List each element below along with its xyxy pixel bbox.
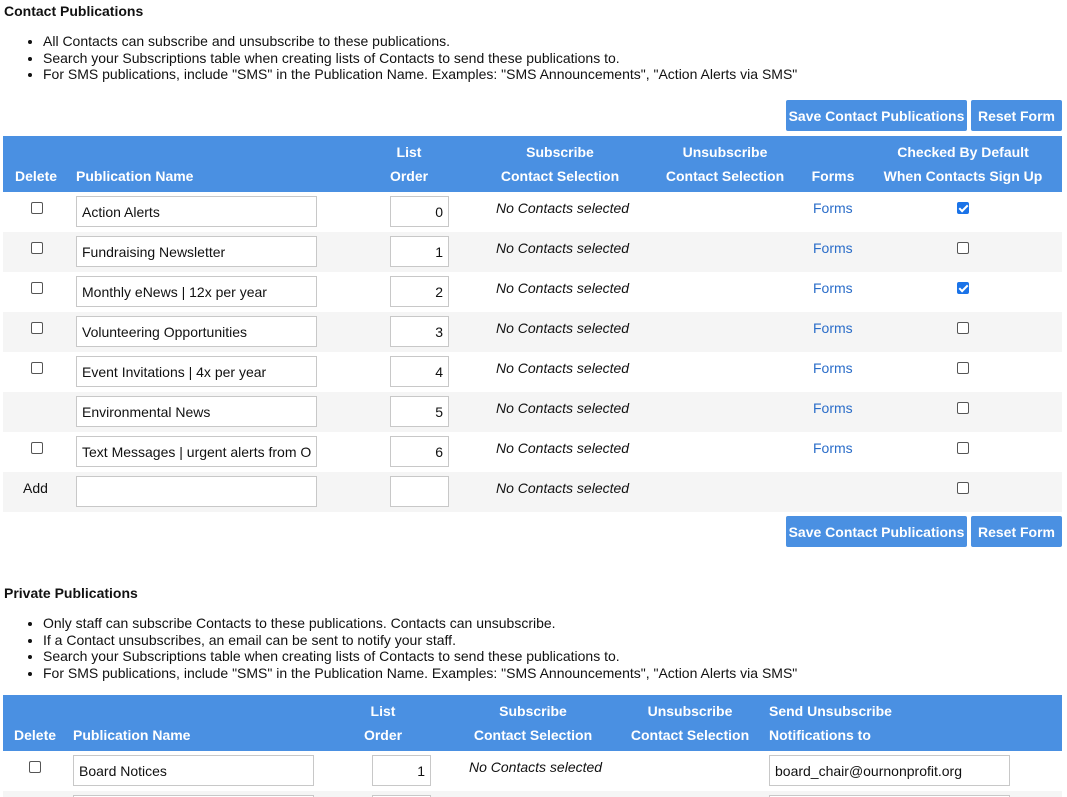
reset-form-button[interactable]: Reset Form [971, 100, 1062, 131]
publication-name-input[interactable] [76, 436, 317, 467]
subscribe-selection: No Contacts selected [496, 240, 630, 256]
table-row [3, 352, 1062, 392]
checked-by-default-checkbox[interactable] [957, 282, 969, 294]
delete-checkbox[interactable] [31, 242, 43, 254]
save-contact-publications-button-bottom[interactable]: Save Contact Publications [786, 516, 967, 547]
header-subscribe-bottom: Contact Selection [473, 727, 593, 743]
header-list-order-top: List [370, 703, 396, 719]
header-list-order-bottom: Order [363, 727, 403, 743]
subscribe-selection: No Contacts selected [496, 440, 630, 456]
header-checked-default-top: Checked By Default [897, 144, 1029, 160]
table-row [3, 232, 1062, 272]
save-contact-publications-button[interactable]: Save Contact Publications [786, 100, 967, 131]
header-list-order-bottom: Order [389, 168, 429, 184]
table-row [3, 272, 1062, 312]
header-unsubscribe-bottom: Contact Selection [630, 727, 750, 743]
forms-link[interactable]: Forms [813, 200, 853, 216]
table-row [3, 192, 1062, 232]
table-row [3, 432, 1062, 472]
checked-by-default-checkbox[interactable] [957, 442, 969, 454]
publication-name-input[interactable] [76, 276, 317, 307]
publication-name-input[interactable] [73, 755, 314, 786]
private-note: • If a Contact unsubscribes, an email can be sent to notify your staff. [43, 632, 797, 649]
header-forms: Forms [811, 168, 855, 184]
private-table-header [3, 695, 1062, 751]
private-note: • Only staff can subscribe Contacts to these publications. Contacts can unsubscribe. [43, 615, 797, 632]
header-subscribe-bottom: Contact Selection [500, 168, 620, 184]
contact-note: • For SMS publications, include "SMS" in the Publication Name. Examples: "SMS Announcements", "Action Alerts via SMS" [43, 66, 797, 83]
table-row [3, 791, 1062, 797]
private-notes [28, 615, 797, 681]
subscribe-selection: No Contacts selected [496, 320, 630, 336]
list-order-input[interactable] [390, 276, 449, 307]
contact-table-header [3, 136, 1062, 192]
private-note: • Search your Subscriptions table when creating lists of Contacts to send these publications to. [43, 648, 797, 665]
subscribe-selection: No Contacts selected [496, 280, 630, 296]
reset-form-button-bottom[interactable]: Reset Form [971, 516, 1062, 547]
checked-by-default-checkbox[interactable] [957, 362, 969, 374]
header-list-order-top: List [396, 144, 422, 160]
table-row [3, 751, 1062, 791]
table-row [3, 392, 1062, 432]
checked-by-default-checkbox[interactable] [957, 322, 969, 334]
forms-link[interactable]: Forms [813, 280, 853, 296]
header-unsubscribe-top: Unsubscribe [682, 144, 768, 160]
delete-checkbox[interactable] [31, 322, 43, 334]
contact-note: • Search your Subscriptions table when creating lists of Contacts to send these publications to. [43, 50, 797, 67]
list-order-input[interactable] [390, 196, 449, 227]
notify-email-input[interactable] [769, 755, 1010, 786]
forms-link[interactable]: Forms [813, 400, 853, 416]
header-subscribe-top: Subscribe [499, 703, 567, 719]
private-note: • For SMS publications, include "SMS" in the Publication Name. Examples: "SMS Announcements", "Action Alerts via SMS" [43, 665, 797, 682]
add-row [3, 472, 1062, 512]
subscribe-selection: No Contacts selected [496, 480, 630, 496]
checked-by-default-checkbox[interactable] [957, 202, 969, 214]
contact-note: • All Contacts can subscribe and unsubscribe to these publications. [43, 33, 797, 50]
subscribe-selection: No Contacts selected [496, 200, 630, 216]
list-order-input[interactable] [390, 316, 449, 347]
header-notify-bottom: Notifications to [769, 727, 871, 743]
header-delete: Delete [15, 168, 58, 184]
publication-name-input[interactable] [76, 396, 317, 427]
list-order-input[interactable] [390, 436, 449, 467]
delete-checkbox[interactable] [31, 282, 43, 294]
list-order-input[interactable] [390, 236, 449, 267]
header-notify-top: Send Unsubscribe [769, 703, 892, 719]
header-publication-name: Publication Name [73, 727, 191, 743]
publication-name-input[interactable] [76, 316, 317, 347]
private-publications-title: Private Publications [4, 585, 138, 601]
table-row [3, 312, 1062, 352]
publication-name-input[interactable] [76, 236, 317, 267]
subscribe-selection: No Contacts selected [496, 360, 630, 376]
new-publication-name-input[interactable] [76, 476, 317, 507]
checked-by-default-checkbox[interactable] [957, 402, 969, 414]
delete-checkbox[interactable] [29, 761, 41, 773]
header-checked-default-bottom: When Contacts Sign Up [883, 168, 1043, 184]
list-order-input[interactable] [372, 755, 431, 786]
contact-notes [28, 33, 797, 83]
delete-checkbox[interactable] [31, 442, 43, 454]
subscribe-selection: No Contacts selected [496, 400, 630, 416]
new-list-order-input[interactable] [390, 476, 449, 507]
add-label: Add [23, 480, 48, 496]
list-order-input[interactable] [390, 356, 449, 387]
header-unsubscribe-top: Unsubscribe [647, 703, 733, 719]
delete-checkbox[interactable] [31, 362, 43, 374]
subscribe-selection: No Contacts selected [469, 759, 603, 775]
checked-by-default-checkbox[interactable] [957, 482, 969, 494]
forms-link[interactable]: Forms [813, 440, 853, 456]
publication-name-input[interactable] [76, 356, 317, 387]
forms-link[interactable]: Forms [813, 320, 853, 336]
forms-link[interactable]: Forms [813, 360, 853, 376]
publication-name-input[interactable] [76, 196, 317, 227]
header-publication-name: Publication Name [76, 168, 194, 184]
header-unsubscribe-bottom: Contact Selection [665, 168, 785, 184]
header-delete: Delete [14, 727, 57, 743]
checked-by-default-checkbox[interactable] [957, 242, 969, 254]
delete-checkbox[interactable] [31, 202, 43, 214]
list-order-input[interactable] [390, 396, 449, 427]
contact-publications-title: Contact Publications [4, 3, 144, 19]
header-subscribe-top: Subscribe [526, 144, 594, 160]
forms-link[interactable]: Forms [813, 240, 853, 256]
